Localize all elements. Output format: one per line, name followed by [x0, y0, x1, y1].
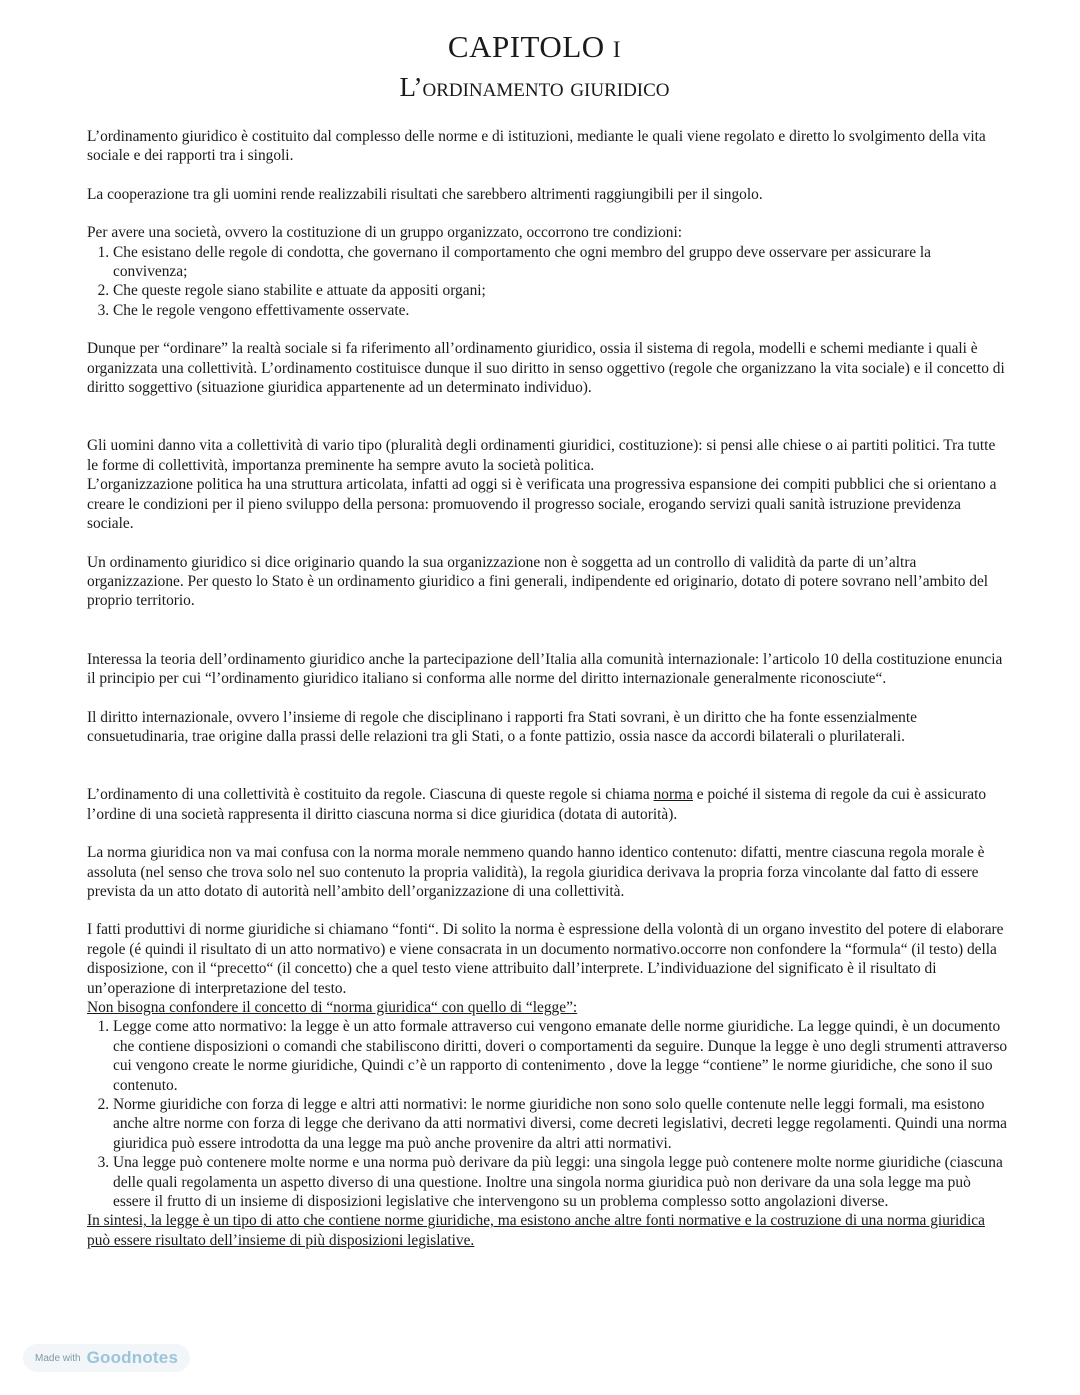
document-page — [87, 28, 1009, 1250]
paragraph: L’organizzazione politica ha una struttura articolata, infatti ad oggi si è verificata una progressiva espansione dei compiti pubblici che si orientano a creare le condizioni per il pieno sviluppo della persona: promuovendo il progresso sociale, erogando servizi quali sanità istruzione previdenza sociale. — [87, 476, 997, 533]
goodnotes-badge[interactable] — [23, 1344, 190, 1372]
paragraph: Per avere una società, ovvero la costituzione di un gruppo organizzato, occorrono tre condizioni: — [87, 224, 683, 242]
document-body — [87, 127, 1009, 1250]
paragraph: La norma giuridica non va mai confusa con la norma morale nemmeno quando hanno identico contenuto: difatti, mentre ciascuna regola morale è assoluta (nel senso che trova solo nel suo contenuto la propria validità), la regola giuridica derivava la propria forza vincolante dal fatto di essere prevista da un atto dotato di autorità nell’ambito dell’organizzazione di una collettività. — [87, 844, 985, 900]
list-item: 1. Che esistano delle regole di condotta, che governano il comportamento che ogni membro del gruppo deve osservare per assicurare la convivenza; — [113, 243, 1009, 282]
paragraph: Interessa la teoria dell’ordinamento giuridico anche la partecipazione dell’Italia alla comunità internazionale: l’articolo 10 della costituzione enuncia il principio per cui “l’ordinamento giuridico italiano si conforma alle norme del diritto internazionale generalmente riconosciute“. — [87, 650, 1003, 688]
chapter-number: I — [612, 37, 622, 62]
paragraph: L’ordinamento giuridico è costituito dal complesso delle norme e di istituzioni, mediante le quali viene regolato e diretto lo svolgimento della vita sociale e dei rapporti tra i singoli. — [87, 128, 986, 165]
list-item: 3. Che le regole vengono effettivamente osservate. — [113, 301, 1009, 320]
text-run: e poiché il sistema di regole da cui è assicurato l’ordine di una società rappresenta il diritto ciascuna norma si dice giuridica (dotata di autorità). — [87, 786, 987, 823]
list-item: 3. Una legge può contenere molte norme e una norma può derivare da più leggi: una singola legge può contenere molte norme giuridiche (ciascuna delle quali regolamenta un aspetto diverso di una questione. Inoltre una singola norma giuridica può non derivare da una sola legge ma può essere il frutto di un insieme di disposizioni legislative che intervengono su un problema complesso sotto angolazioni diverse. — [113, 1153, 1009, 1211]
conditions-list — [87, 243, 1009, 321]
chapter-subtitle: L’ordinamento giuridico — [399, 72, 670, 102]
paragraph: Il diritto internazionale, ovvero l’insieme di regole che disciplinano i rapporti fra Stati sovrani, è un diritto che ha fonte essenzialmente consuetudinaria, trae origine dalla prassi delle relazioni tra gli Stati, o a fonte pattizio, ossia nasce da accordi bilaterali o plurilaterali. — [87, 708, 917, 745]
list-item: 2. Norme giuridiche con forza di legge e altri atti normativi: le norme giuridiche non sono solo quelle contenute nelle leggi formali, ma esistono anche altre norme con forza di legge che derivano da atti normativi diversi, come decreti legislativi, decreti legge regolamenti. Quindi una norma giuridica può essere introdotta da una legge ma può anche provenire da altri atti normativi. — [113, 1095, 1009, 1153]
underlined-term: norma — [653, 786, 693, 804]
text-run: L’ordinamento di una collettività è costituito da regole. Ciascuna di queste regole si chiama — [87, 786, 654, 804]
chapter-heading — [60, 28, 1009, 69]
paragraph: Un ordinamento giuridico si dice originario quando la sua organizzazione non è soggetta ad un controllo di validità da parte di un’altra organizzazione. Per questo lo Stato è un ordinamento giuridico a fini generali, indipendente ed originario, dotato di potere sovrano nell’ambito del proprio territorio. — [87, 553, 989, 610]
goodnotes-logo: Goodnotes — [86, 1348, 179, 1367]
chapter-label: CAPITOLO — [447, 29, 605, 64]
distinctions-list — [87, 1017, 1009, 1211]
paragraph: I fatti produttivi di norme giuridiche si chiamano “fonti“. Di solito la norma è espressione della volontà di un organo investito del potere di elaborare regole (é quindi il risultato di un atto normativo) e viene consacrata in un documento normativo.occorre non confondere la “formula“ (il testo) della disposizione, con il “precetto“ (il concetto) che a quel testo viene attribuito dall’interprete. L’individuazione del significato è il risultato di un’operazione di interpretazione del testo. — [87, 921, 1004, 997]
paragraph: La cooperazione tra gli uomini rende realizzabili risultati che sarebbero altrimenti raggiungibili per il singolo. — [87, 185, 763, 203]
title-block — [60, 28, 1009, 103]
paragraph: Dunque per “ordinare” la realtà sociale si fa riferimento all’ordinamento giuridico, ossia il sistema di regola, modelli e schemi mediante i quali è organizzata una collettività. L’ordinamento costituisce dunque il suo diritto in senso oggettivo (regole che organizzano la vita sociale) e il concetto di diritto soggettivo (situazione giuridica appartenente ad un determinato individuo). — [87, 340, 1005, 397]
paragraph — [87, 785, 1009, 824]
list-item: 1. Legge come atto normativo: la legge è un atto formale attraverso cui vengono emanate delle norme giuridiche. La legge quindi, è un documento che contiene disposizioni o comandi che stabiliscono diritti, doveri o comportamenti da seguire. Dunque la legge è uno degli strumenti attraverso cui vengono create le norme giuridiche, Quindi c’è un rapporto di contenimento , dove la legge “contiene” le norme giuridiche, che sono il suo contenuto. — [113, 1017, 1009, 1095]
made-with-label: Made with — [35, 1352, 81, 1364]
summary-paragraph: In sintesi, la legge è un tipo di atto che contiene norme giuridiche, ma esistono anche altre fonti normative e la costruzione di una norma giuridica può essere risultato dell’insieme di più disposizioni legislative. — [87, 1212, 985, 1249]
underlined-heading: Non bisogna confondere il concetto di “norma giuridica“ con quello di “legge”: — [87, 999, 578, 1016]
paragraph: Gli uomini danno vita a collettività di vario tipo (pluralità degli ordinamenti giuridici, costituzione): si pensi alle chiese o ai partiti politici. Tra tutte le forme di collettività, importanza preminente ha sempre avuto la società politica. — [87, 437, 996, 474]
list-item: 2. Che queste regole siano stabilite e attuate da appositi organi; — [113, 281, 1009, 300]
